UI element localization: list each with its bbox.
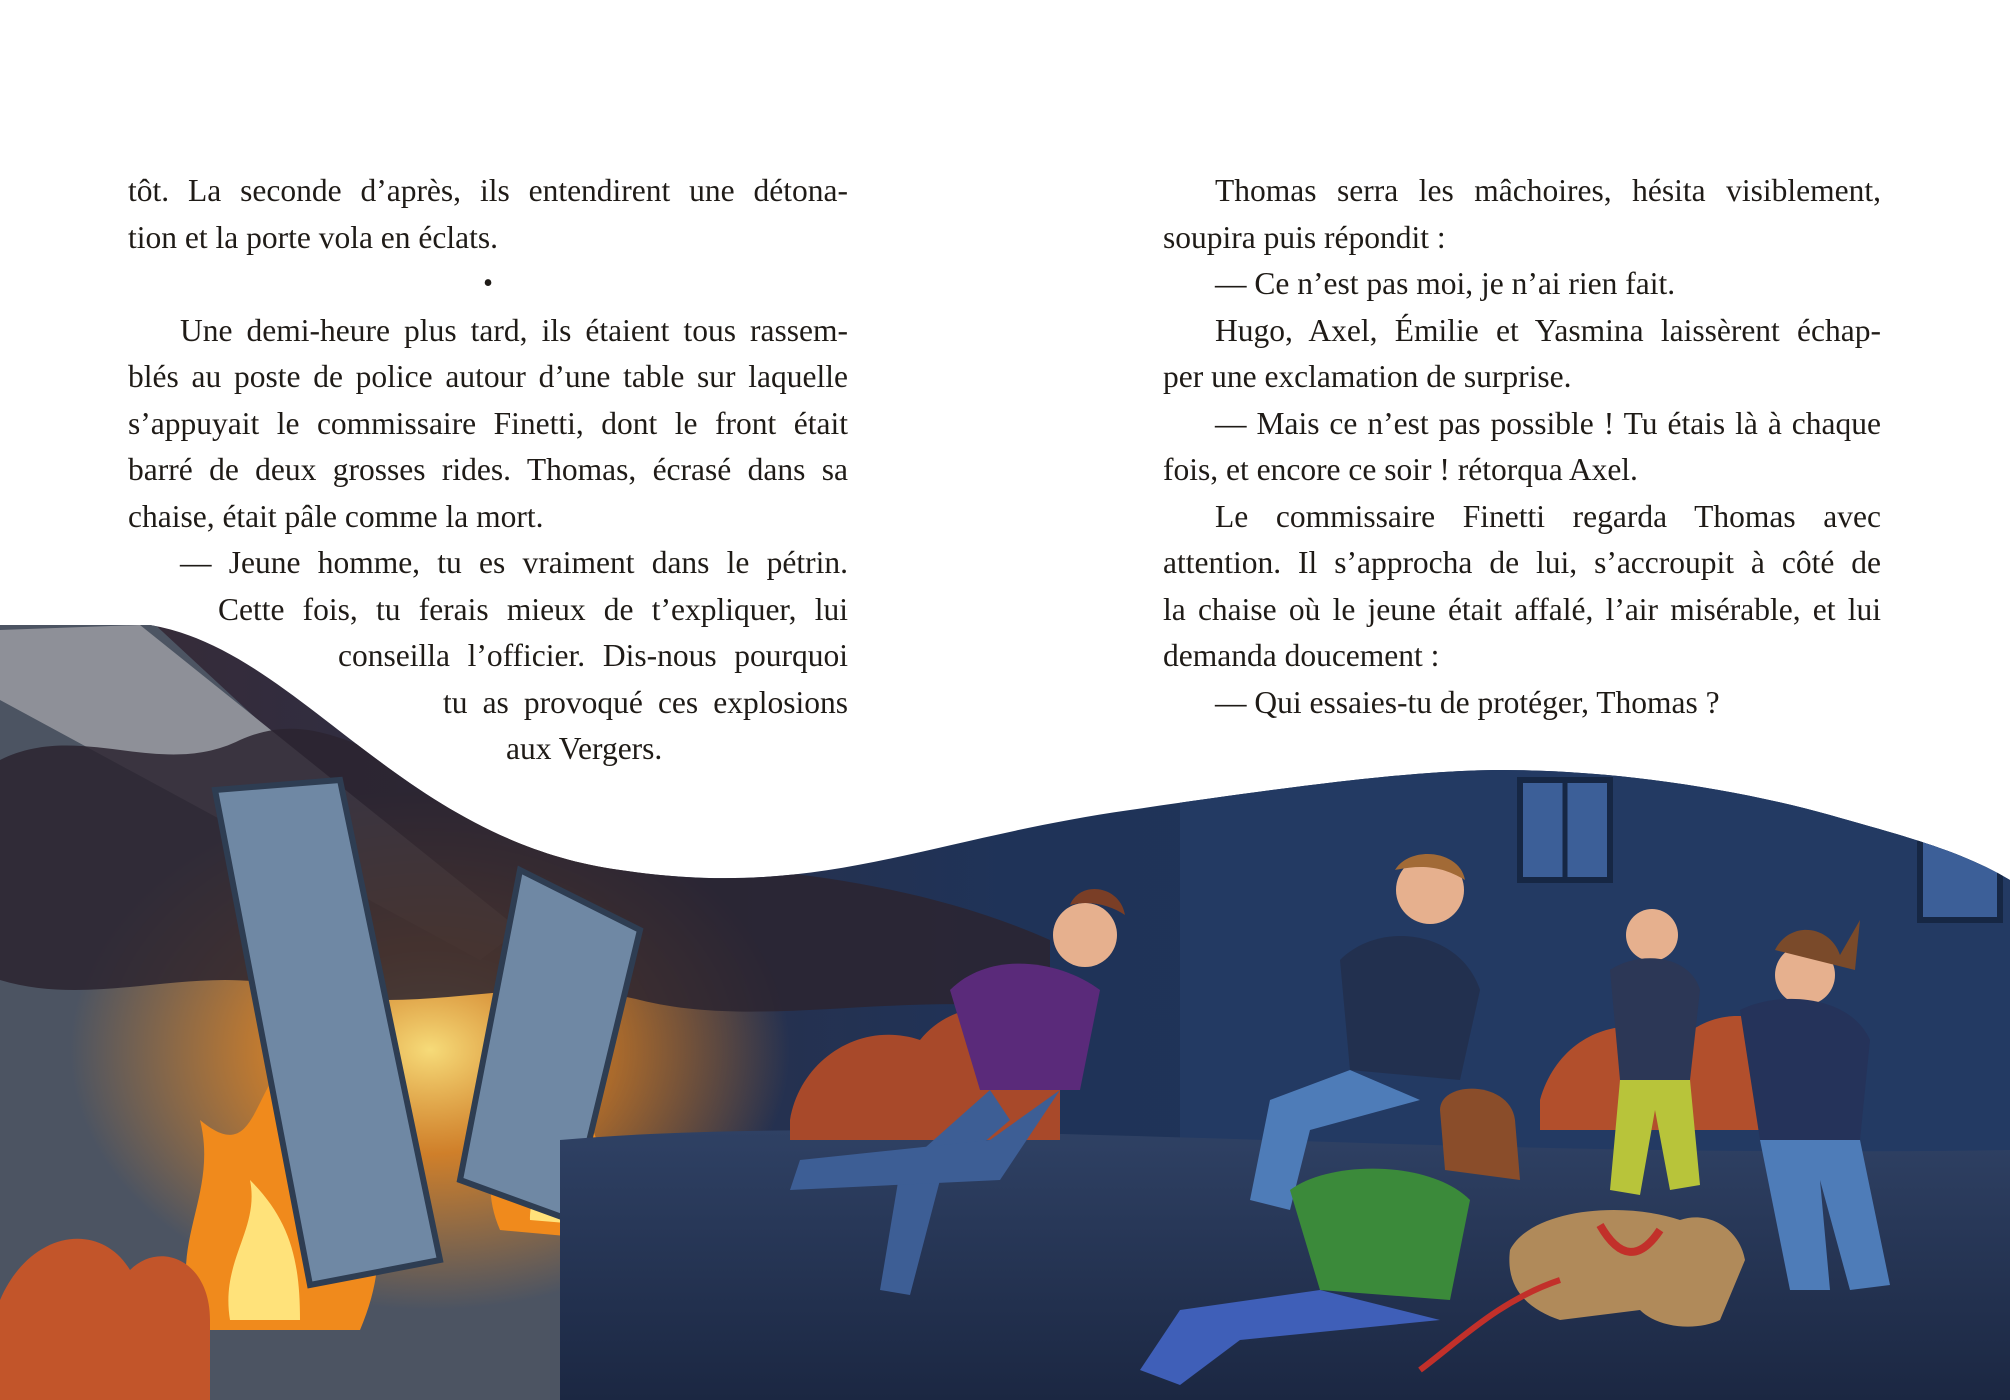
scene-break-bullet: • — [483, 268, 493, 299]
text-line: s’appuyait le commissaire Finetti, dont le front était — [128, 405, 848, 441]
left-page-text — [128, 168, 848, 773]
text-line: conseilla l’officier. Dis-nous pourquoi — [338, 638, 848, 673]
text-line: tôt. La seconde d’après, ils entendirent une détona- — [128, 173, 848, 208]
text-line: attention. Il s’approcha de lui, s’accroupit à côté de — [1163, 545, 1881, 580]
right-page-text — [1163, 168, 1881, 726]
text-line: chaise, était pâle comme la mort. — [128, 498, 544, 534]
hedge — [0, 1239, 210, 1400]
text-line: aux Vergers. — [506, 731, 663, 766]
text-line: tion et la porte vola en éclats. — [128, 219, 498, 255]
text-line: fois, et encore ce soir ! rétorqua Axel. — [1163, 452, 1638, 487]
text-line: Cette fois, tu ferais mieux de t’expliquer, lui — [218, 591, 848, 627]
window — [1920, 830, 2000, 920]
text-line: Hugo, Axel, Émilie et Yasmina laissèrent échap- — [1215, 312, 1881, 348]
dialogue-line: — Jeune homme, tu es vraiment dans le pétrin. — [180, 545, 848, 580]
text-line: Le commissaire Finetti regarda Thomas avec — [1215, 498, 1881, 534]
dialogue-line: — Mais ce n’est pas possible ! Tu étais là à chaque — [1215, 405, 1881, 441]
text-line: soupira puis répondit : — [1163, 219, 1446, 255]
dialogue-line: — Qui essaies-tu de protéger, Thomas ? — [1215, 684, 1720, 720]
text-line: barré de deux grosses rides. Thomas, écrasé dans sa — [128, 452, 848, 487]
text-line: demanda doucement : — [1163, 638, 1440, 673]
text-line: per une exclamation de surprise. — [1163, 359, 1572, 394]
text-line: Thomas serra les mâchoires, hésita visiblement, — [1215, 173, 1881, 208]
dialogue-line: — Ce n’est pas moi, je n’ai rien fait. — [1215, 266, 1676, 301]
text-line: Une demi-heure plus tard, ils étaient tous rassem- — [180, 312, 848, 348]
text-line: blés au poste de police autour d’une table sur laquelle — [128, 359, 848, 394]
text-line: tu as provoqué ces explosions — [443, 684, 848, 720]
text-line: la chaise où le jeune était affalé, l’air misérable, et lui — [1163, 591, 1881, 627]
